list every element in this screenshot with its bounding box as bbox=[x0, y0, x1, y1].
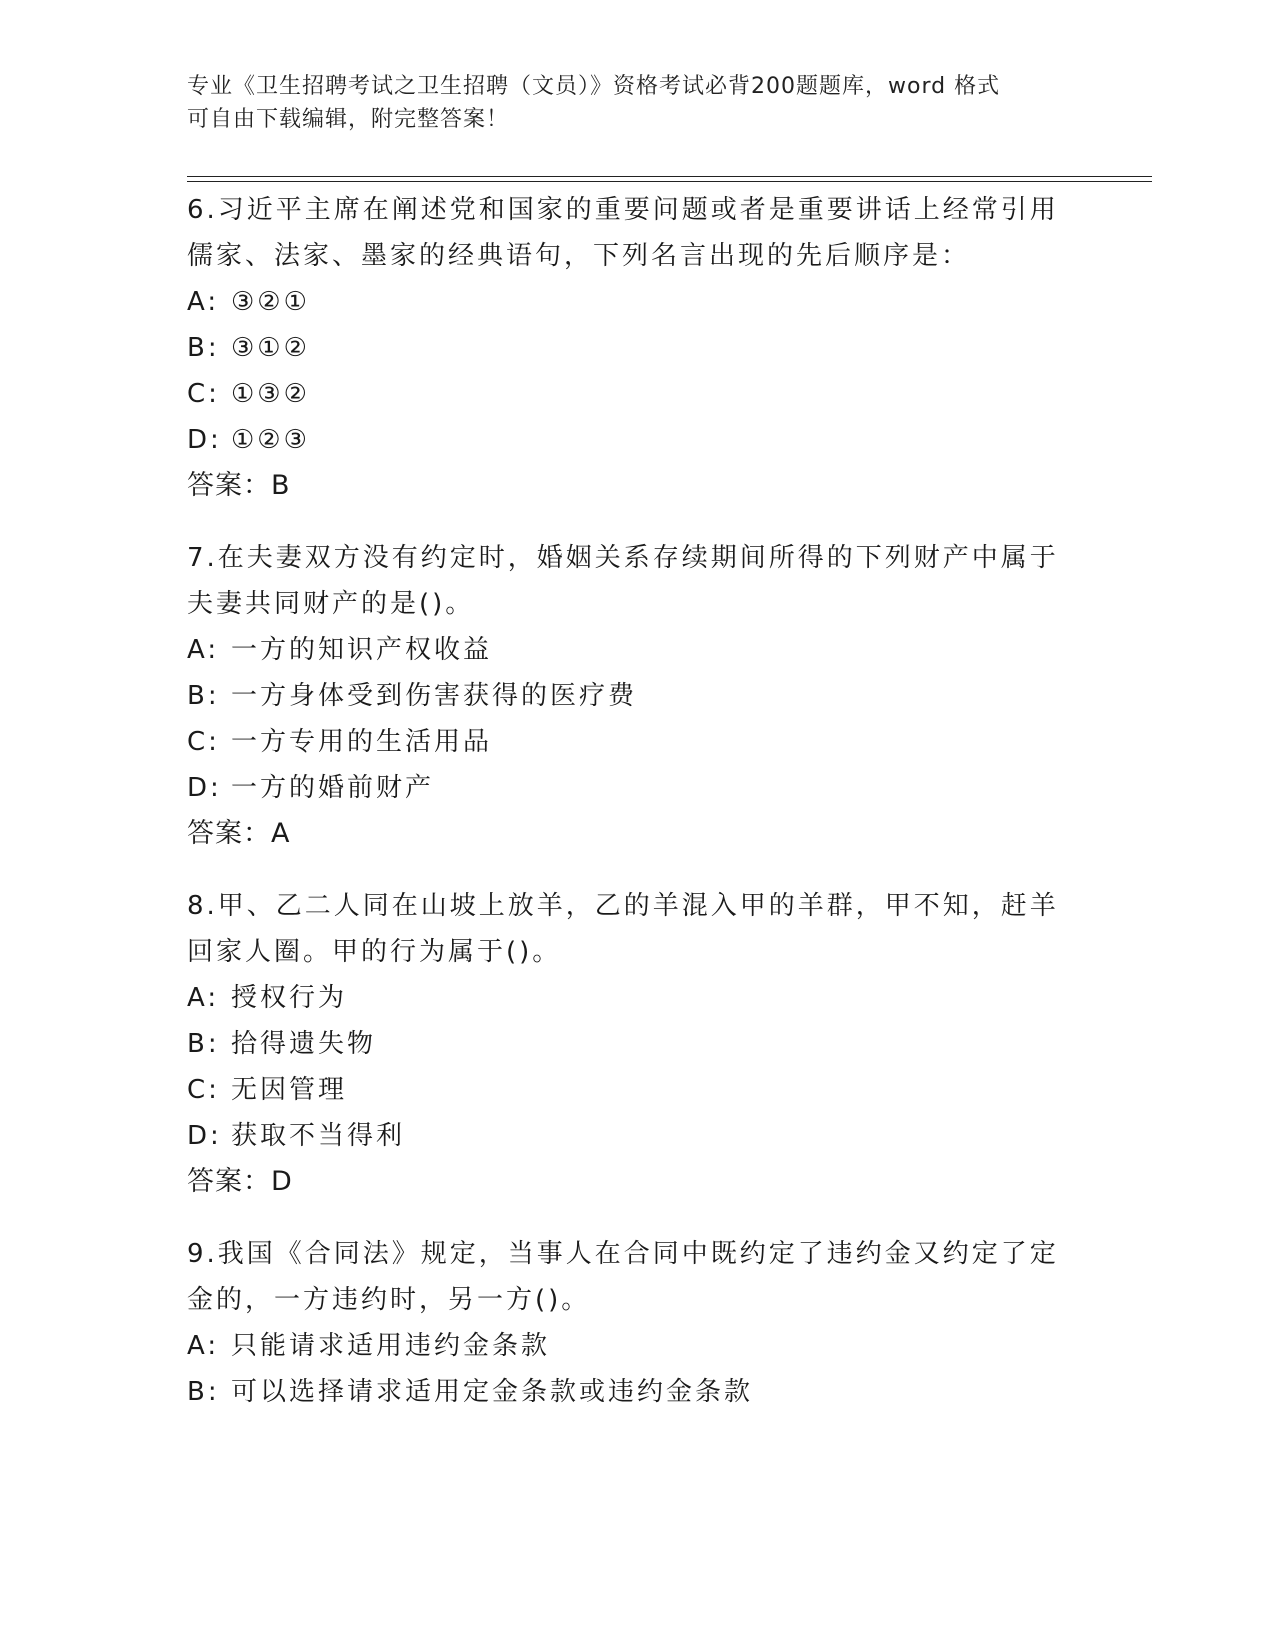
option-text: 拾得遗失物 bbox=[231, 1029, 377, 1059]
option-c bbox=[187, 719, 1067, 765]
option-text: 一方的婚前财产 bbox=[231, 773, 435, 803]
question-stem-line: 9.我国《合同法》规定，当事人在合同中既约定了违约金又约定了定 bbox=[187, 1239, 1059, 1269]
question-stem-line: 7.在夫妻双方没有约定时，婚姻关系存续期间所得的下列财产中属于 bbox=[187, 543, 1059, 573]
option-text: 获取不当得利 bbox=[231, 1121, 406, 1151]
question-8 bbox=[187, 883, 1067, 1205]
option-text: ①②③ bbox=[231, 425, 310, 455]
answer-line: 答案：A bbox=[187, 818, 291, 849]
option-text: 无因管理 bbox=[231, 1075, 348, 1105]
option-text: 可以选择请求适用定金条款或违约金条款 bbox=[231, 1377, 754, 1407]
option-letter: B: bbox=[187, 1377, 220, 1407]
header-divider-top bbox=[187, 176, 1152, 177]
question-stem-line: 6.习近平主席在阐述党和国家的重要问题或者是重要讲话上经常引用 bbox=[187, 195, 1059, 225]
option-text: 一方专用的生活用品 bbox=[231, 727, 493, 757]
option-letter: A: bbox=[187, 983, 220, 1013]
header-line-2: 可自由下载编辑，附完整答案！ bbox=[187, 107, 510, 132]
option-letter: B: bbox=[187, 333, 220, 363]
option-text: 一方的知识产权收益 bbox=[231, 635, 493, 665]
option-letter: C: bbox=[187, 1075, 220, 1105]
option-a bbox=[187, 279, 1067, 325]
option-text: ③②① bbox=[231, 287, 310, 317]
option-d bbox=[187, 1113, 1067, 1159]
option-c bbox=[187, 371, 1067, 417]
answer-line: 答案：B bbox=[187, 470, 291, 501]
question-stem-line: 金的，一方违约时，另一方()。 bbox=[187, 1285, 591, 1315]
option-letter: C: bbox=[187, 727, 220, 757]
option-d bbox=[187, 765, 1067, 811]
option-b bbox=[187, 673, 1067, 719]
question-stem-line: 夫妻共同财产的是()。 bbox=[187, 589, 475, 619]
option-text: 只能请求适用违约金条款 bbox=[231, 1331, 551, 1361]
option-text: ③①② bbox=[231, 333, 310, 363]
header-line-1: 专业《卫生招聘考试之卫生招聘（文员）》资格考试必背200题题库，word 格式 bbox=[187, 74, 1001, 99]
option-b bbox=[187, 1021, 1067, 1067]
option-letter: A: bbox=[187, 287, 220, 317]
option-a bbox=[187, 627, 1067, 673]
question-stem-line: 回家人圈。甲的行为属于()。 bbox=[187, 937, 562, 967]
option-text: 一方身体受到伤害获得的医疗费 bbox=[231, 681, 638, 711]
option-letter: D: bbox=[187, 425, 222, 455]
option-letter: A: bbox=[187, 635, 220, 665]
question-list bbox=[187, 187, 1067, 1441]
question-6 bbox=[187, 187, 1067, 509]
option-letter: C: bbox=[187, 379, 220, 409]
option-letter: D: bbox=[187, 773, 222, 803]
option-b bbox=[187, 325, 1067, 371]
document-header bbox=[187, 70, 1067, 136]
question-7 bbox=[187, 535, 1067, 857]
question-stem-line: 8.甲、乙二人同在山坡上放羊，乙的羊混入甲的羊群，甲不知，赶羊 bbox=[187, 891, 1059, 921]
option-c bbox=[187, 1067, 1067, 1113]
option-b bbox=[187, 1369, 1067, 1415]
header-divider-bottom bbox=[187, 181, 1152, 182]
option-letter: A: bbox=[187, 1331, 220, 1361]
answer-line: 答案：D bbox=[187, 1166, 293, 1197]
option-letter: B: bbox=[187, 681, 220, 711]
option-text: 授权行为 bbox=[231, 983, 348, 1013]
question-9 bbox=[187, 1231, 1067, 1415]
question-stem-line: 儒家、法家、墨家的经典语句，下列名言出现的先后顺序是： bbox=[187, 241, 971, 271]
option-a bbox=[187, 975, 1067, 1021]
option-letter: D: bbox=[187, 1121, 222, 1151]
option-a bbox=[187, 1323, 1067, 1369]
option-d bbox=[187, 417, 1067, 463]
option-letter: B: bbox=[187, 1029, 220, 1059]
option-text: ①③② bbox=[231, 379, 310, 409]
